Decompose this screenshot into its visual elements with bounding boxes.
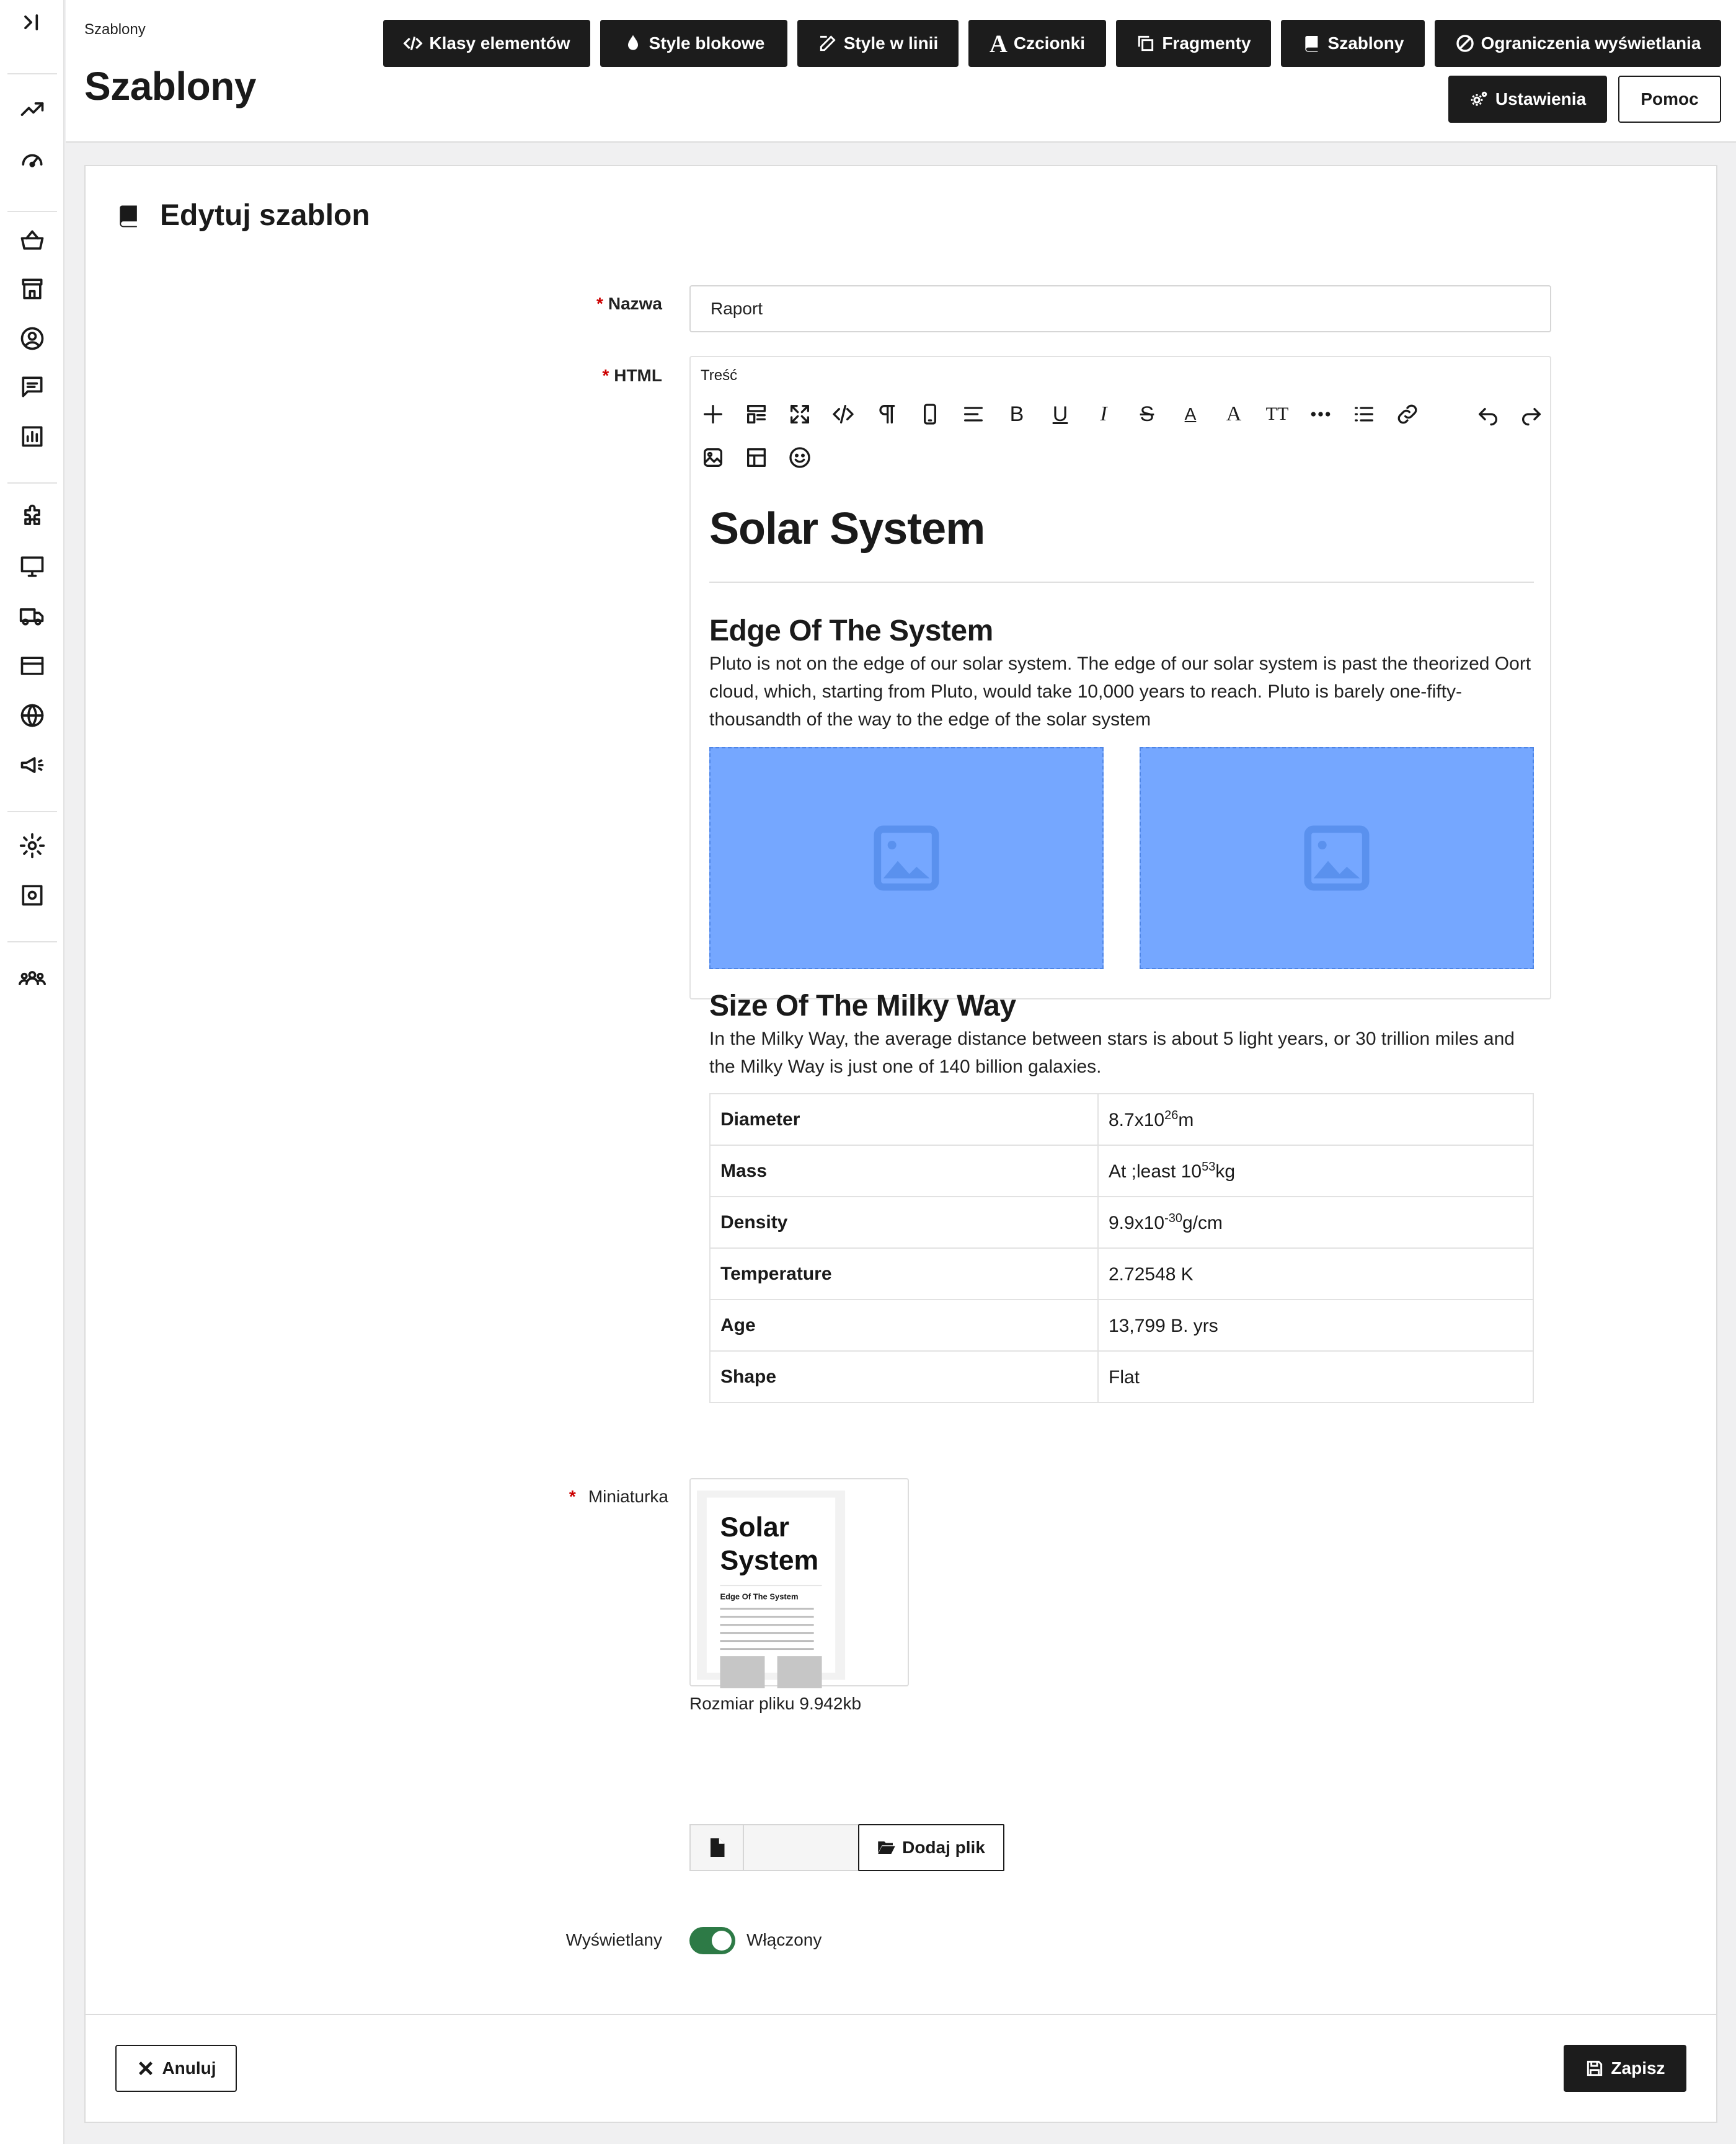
displayed-toggle[interactable] [689,1927,735,1954]
name-input-value: Raport [711,299,763,318]
sidebar-divider [7,211,57,212]
user-circle-icon[interactable] [16,322,48,355]
thumbnail-divider [720,1585,822,1586]
element-classes-label: Klasy elementów [429,33,570,53]
mobile-preview-icon[interactable] [916,401,944,428]
cancel-label: Anuluj [162,2058,216,2078]
table-row [710,1351,1533,1402]
settings-button[interactable] [1448,76,1607,123]
sidebar-divider [7,73,57,74]
page-header [66,0,1736,143]
save-button[interactable] [1564,2045,1686,2092]
edit-icon [818,33,838,53]
block-styles-label: Style blokowe [649,33,765,53]
required-mark: * [569,1487,576,1506]
table-value [1098,1145,1533,1197]
name-label [582,294,662,314]
basket-icon[interactable] [16,224,48,257]
link-icon[interactable] [1394,401,1421,428]
html-label [582,366,662,386]
insert-image-icon[interactable] [699,444,727,471]
desktop-icon[interactable] [16,551,48,583]
display-restrictions-label: Ograniczenia wyświetlania [1481,33,1701,53]
table-row [710,1300,1533,1351]
html-editor[interactable] [689,356,1551,1388]
droplet-icon [623,33,643,53]
add-file-label: Dodaj plik [902,1838,985,1857]
page-title: Szablony [84,64,256,109]
editor-content[interactable] [709,503,1534,1403]
globe-icon[interactable] [16,699,48,732]
table-value [1098,1094,1533,1145]
html-label-text: HTML [614,366,662,385]
font-size-icon[interactable] [1264,401,1291,428]
sidebar [0,0,64,2144]
thumbnail-preview[interactable] [689,1478,909,1686]
credit-card-icon[interactable] [16,650,48,682]
help-label: Pomoc [1641,89,1699,109]
more-options-icon[interactable] [1307,401,1334,428]
value-base: At ;least 10 [1109,1161,1202,1182]
edit-template-card [84,165,1717,2123]
block-styles-button[interactable] [600,20,787,67]
thumbnail-images [720,1656,822,1688]
section1-text: Pluto is not on the edge of our solar system. The edge of our solar system is past the theorized Oort cloud, which, starting from Pluto, would take 10,000 years to reach. Pluto is barely one-fifty-thousandth of the way to the edge of the solar system [709,653,1531,730]
fonts-button[interactable] [968,20,1106,67]
thumbnail-page [707,1498,835,1673]
help-button[interactable] [1618,76,1721,123]
displayed-label: Wyświetlany [565,1930,662,1949]
paragraph-icon[interactable] [873,401,900,428]
content-title: Solar System [709,504,985,554]
displayed-toggle-label: Włączony [746,1930,822,1949]
value-unit: m [1178,1109,1194,1130]
table-row [710,1197,1533,1248]
name-label-text: Nazwa [608,294,662,313]
save-icon [1585,2058,1605,2078]
table-row [710,1145,1533,1197]
fragments-label: Fragmenty [1162,33,1251,53]
settings-box-icon[interactable] [16,879,48,911]
font-size-glyph: TT [1265,404,1289,424]
value-base: 2.72548 K [1109,1264,1194,1285]
font-family-glyph: A [1226,402,1242,425]
redo-icon[interactable] [1518,401,1545,428]
image-icon [1302,823,1371,893]
expand-sidebar-icon[interactable] [16,6,48,38]
emoji-icon[interactable] [786,444,813,471]
image-placeholder[interactable] [1140,747,1534,969]
table-key: Mass [710,1145,1098,1197]
section2-text: In the Milky Way, the average distance between stars is about 5 light years, or 30 trillion miles and the Milky Way is just one of 140 billion galaxies. [709,1029,1515,1077]
thumbnail-label-text: Miniaturka [588,1487,668,1506]
sidebar-divider [7,482,57,484]
value-unit: kg [1215,1161,1236,1182]
required-mark: * [596,294,603,313]
sidebar-divider [7,941,57,942]
reports-chart-icon[interactable] [16,420,48,453]
dashboard-gauge-icon[interactable] [16,143,48,175]
value-base: 9.9x10 [1109,1212,1165,1233]
store-icon[interactable] [16,273,48,305]
element-classes-button[interactable] [383,20,590,67]
megaphone-icon[interactable] [16,749,48,781]
fragments-button[interactable] [1116,20,1271,67]
gears-icon [1469,89,1489,109]
save-label: Zapisz [1611,2058,1665,2078]
font-family-icon[interactable] [1220,401,1247,428]
breadcrumb[interactable]: Szablony [84,21,146,38]
thumbnail-heading: Edge Of The System [720,1592,799,1601]
templates-button[interactable] [1281,20,1425,67]
table-row [710,1094,1533,1145]
bold-icon[interactable] [1003,401,1030,428]
card-title [115,198,370,233]
card-title-text: Edytuj szablon [160,199,370,232]
add-file-button[interactable] [858,1824,1004,1871]
block-layout-icon[interactable] [743,401,770,428]
table-value [1098,1351,1533,1402]
thumbnail-title: Solar System [720,1512,819,1576]
table-value [1098,1300,1533,1351]
table-key: Density [710,1197,1098,1248]
image-placeholder[interactable] [709,747,1104,969]
image-row [709,747,1534,969]
undo-icon[interactable] [1474,401,1502,428]
font-icon: A [989,29,1008,58]
puzzle-icon[interactable] [16,501,48,533]
table-row [710,1248,1533,1300]
text-color-glyph: A [1184,404,1197,423]
section2-heading: Size Of The Milky Way [709,990,1016,1022]
editor-label: Treść [701,367,738,384]
file-upload [689,1824,1004,1871]
comments-icon[interactable] [16,371,48,403]
table-key: Shape [710,1351,1098,1402]
value-exponent: 53 [1202,1159,1216,1174]
content-divider [709,582,1534,583]
table-value [1098,1197,1533,1248]
source-code-icon[interactable] [830,401,857,428]
ban-icon [1455,33,1475,53]
value-base: 8.7x10 [1109,1109,1165,1130]
code-icon [403,33,423,53]
book-icon [115,202,143,229]
close-icon [136,2058,156,2078]
file-icon [689,1824,744,1871]
users-group-icon[interactable] [16,962,48,994]
name-input[interactable] [689,285,1551,332]
align-left-icon[interactable] [960,401,987,428]
thumbnail-frame [697,1491,845,1680]
thumbnail-label [544,1487,668,1507]
insert-table-icon[interactable] [743,444,770,471]
strikethrough-glyph: S [1140,402,1154,426]
underline-icon[interactable] [1047,401,1074,428]
value-base: Flat [1109,1367,1140,1388]
underline-glyph: U [1052,402,1068,426]
sidebar-divider [7,811,57,812]
truck-icon[interactable] [16,600,48,632]
inline-styles-button[interactable] [797,20,959,67]
footer-divider [86,2014,1716,2015]
cancel-button[interactable] [115,2045,237,2092]
table-key: Temperature [710,1248,1098,1300]
value-base: 13,799 B. yrs [1109,1315,1218,1336]
add-block-icon[interactable] [699,401,727,428]
file-name-field[interactable] [744,1824,858,1871]
italic-glyph: I [1100,402,1107,425]
text-color-icon[interactable] [1177,401,1204,428]
image-icon [872,823,941,893]
table-key: Diameter [710,1094,1098,1145]
list-icon[interactable] [1350,401,1378,428]
table-value [1098,1248,1533,1300]
folder-open-icon [877,1839,896,1856]
data-table [709,1093,1534,1403]
display-restrictions-button[interactable] [1435,20,1721,67]
section1-heading: Edge Of The System [709,614,993,647]
fullscreen-icon[interactable] [786,401,813,428]
gear-icon[interactable] [16,830,48,862]
value-exponent: 26 [1164,1108,1179,1122]
thumbnail-text-lines [720,1608,822,1650]
required-mark: * [602,366,609,385]
strikethrough-icon[interactable] [1133,401,1161,428]
value-unit: g/cm [1182,1212,1223,1233]
settings-label: Ustawienia [1495,89,1587,109]
templates-label: Szablony [1327,33,1404,53]
inline-styles-label: Style w linii [843,33,939,53]
value-exponent: -30 [1164,1211,1182,1225]
fonts-label: Czcionki [1013,33,1086,53]
italic-icon[interactable] [1090,401,1117,428]
copy-icon [1136,33,1156,53]
bold-glyph: B [1009,402,1024,426]
file-size: Rozmiar pliku 9.942kb [689,1694,862,1713]
book-icon [1302,33,1322,53]
table-key: Age [710,1300,1098,1351]
trending-up-icon[interactable] [16,93,48,125]
